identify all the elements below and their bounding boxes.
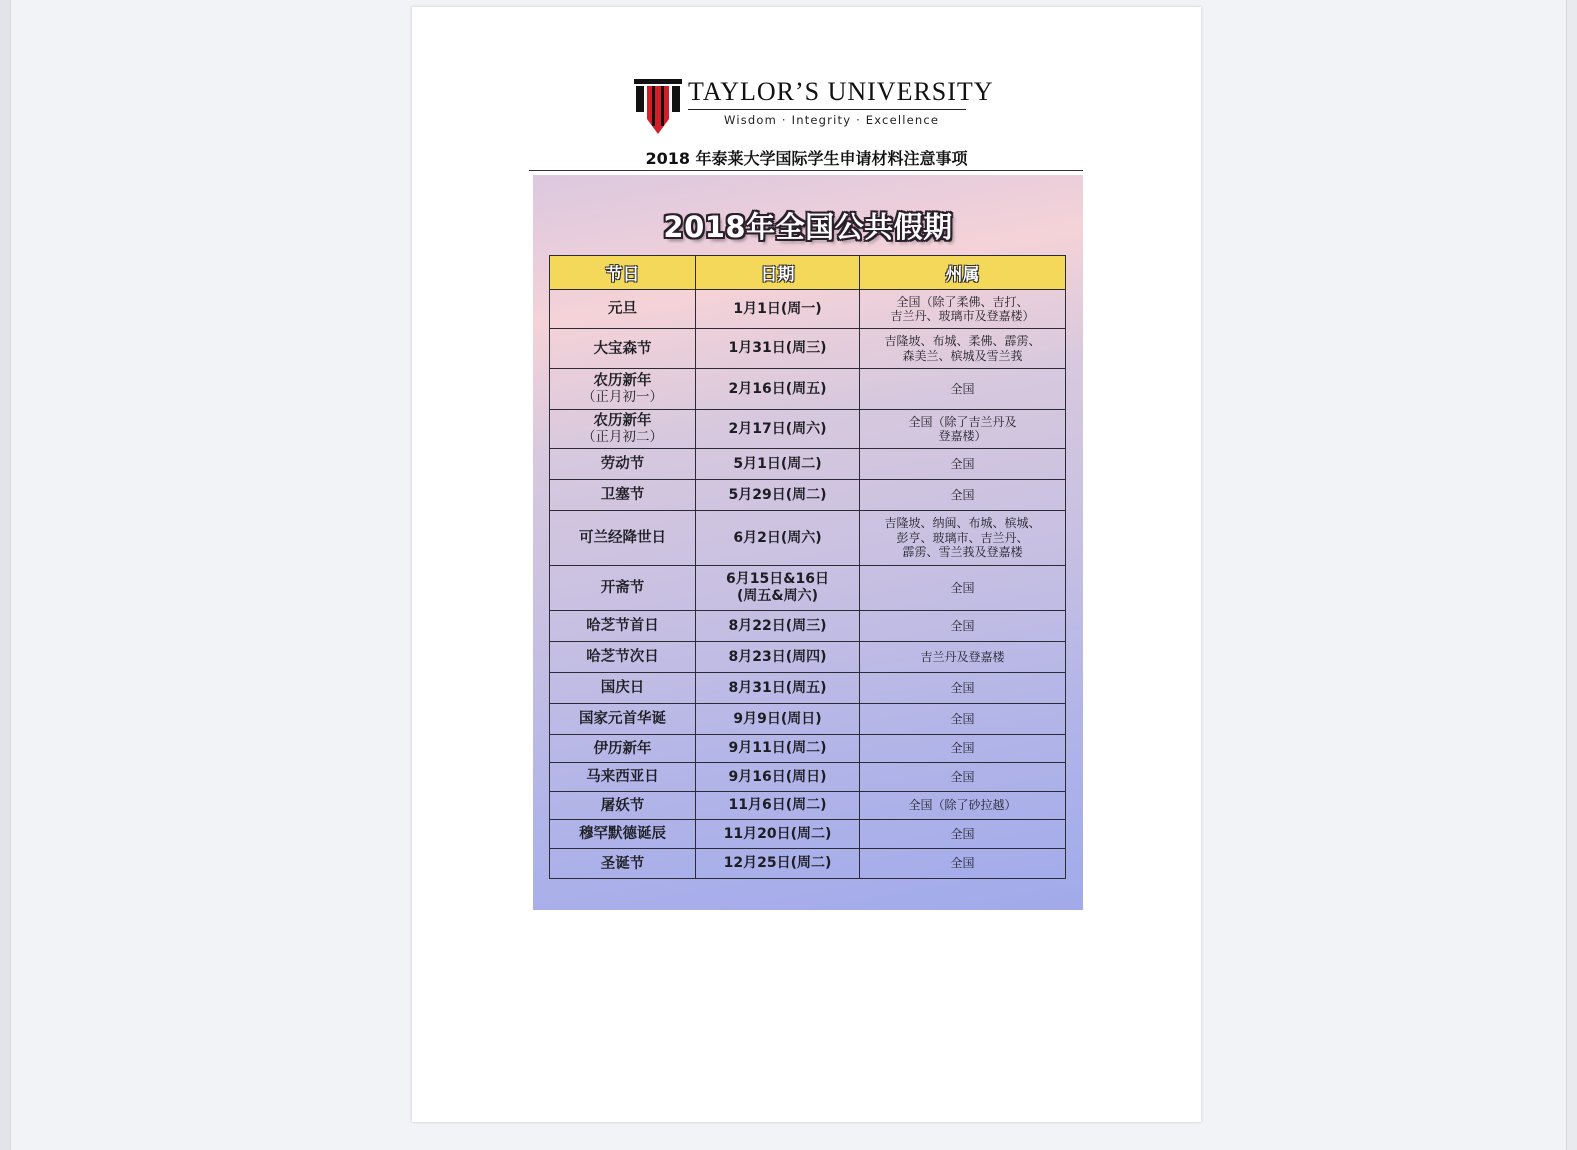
holiday-date-cell bbox=[696, 290, 860, 329]
holiday-date-line: 6月15日&16日 bbox=[726, 571, 829, 587]
holiday-name-cell bbox=[550, 763, 696, 792]
holiday-state-cell bbox=[860, 290, 1066, 329]
holiday-state-cell bbox=[860, 849, 1066, 879]
table-row bbox=[550, 329, 1066, 369]
table-row bbox=[550, 566, 1066, 611]
holiday-name-line: 农历新年 bbox=[593, 413, 652, 429]
holiday-date-line: 11月6日(周二) bbox=[728, 797, 827, 813]
table-row bbox=[550, 735, 1066, 763]
holiday-date-cell bbox=[696, 820, 860, 849]
document-page bbox=[412, 7, 1201, 1122]
holiday-state-line: 霹雳、雪兰莪及登嘉楼 bbox=[902, 545, 1023, 560]
holiday-name-cell bbox=[550, 642, 696, 673]
holiday-state-line: 全国 bbox=[950, 711, 975, 726]
holiday-date-line: 6月2日(周六) bbox=[733, 529, 822, 546]
holiday-date-line: 12月25日(周二) bbox=[723, 855, 832, 871]
holiday-date-cell bbox=[696, 642, 860, 673]
holiday-name-cell bbox=[550, 449, 696, 480]
table-row bbox=[550, 369, 1066, 410]
holiday-date-cell bbox=[696, 449, 860, 480]
holiday-name-line: 元旦 bbox=[608, 301, 637, 317]
holiday-name-line: 穆罕默德诞辰 bbox=[579, 826, 666, 842]
table-row bbox=[550, 673, 1066, 704]
table-row bbox=[550, 410, 1066, 449]
holiday-name-cell bbox=[550, 673, 696, 704]
holiday-state-cell bbox=[860, 329, 1066, 369]
holiday-state-line: 登嘉楼） bbox=[938, 429, 987, 443]
header-state: 州属 bbox=[860, 256, 1066, 290]
holiday-state-cell bbox=[860, 673, 1066, 704]
holiday-name-line: 可兰经降世日 bbox=[579, 530, 666, 546]
holiday-name-line: 开斋节 bbox=[600, 580, 645, 596]
holiday-name-cell bbox=[550, 410, 696, 449]
holiday-name-cell bbox=[550, 792, 696, 820]
table-row bbox=[550, 611, 1066, 642]
holiday-date-line: 2月16日(周五) bbox=[728, 380, 827, 397]
holiday-state-cell bbox=[860, 792, 1066, 820]
holiday-state-cell bbox=[860, 820, 1066, 849]
holiday-name-line: 圣诞节 bbox=[600, 855, 645, 872]
holiday-state-line: 全国 bbox=[950, 741, 975, 756]
holiday-date-cell bbox=[696, 329, 860, 369]
holiday-date-cell bbox=[696, 763, 860, 792]
holiday-date-line: 5月1日(周二) bbox=[733, 455, 822, 472]
holiday-name-cell bbox=[550, 290, 696, 329]
header-holiday: 节日 bbox=[550, 256, 696, 290]
holiday-state-cell bbox=[860, 566, 1066, 611]
table-row bbox=[550, 449, 1066, 480]
holiday-date-line: 9月11日(周二) bbox=[728, 740, 827, 756]
holiday-state-line: 全国（除了砂拉越） bbox=[908, 798, 1017, 813]
holiday-name-line: 劳动节 bbox=[600, 456, 645, 472]
poster-title: 2018年全国公共假期 bbox=[663, 210, 953, 244]
table-row bbox=[550, 511, 1066, 566]
holiday-name-line: （正月初二） bbox=[582, 429, 663, 445]
holiday-state-line: 全国 bbox=[950, 580, 975, 595]
holiday-name-line: 国家元首华诞 bbox=[579, 711, 666, 727]
holiday-state-cell bbox=[860, 369, 1066, 410]
table-row bbox=[550, 849, 1066, 879]
holiday-table bbox=[549, 255, 1066, 879]
holiday-date-cell bbox=[696, 511, 860, 566]
holiday-state-line: 全国（除了柔佛、吉打、 bbox=[896, 294, 1029, 309]
holiday-state-line: 全国 bbox=[950, 769, 975, 784]
university-name: TAYLOR’S UNIVERSITY bbox=[688, 77, 994, 106]
holiday-state-line: 全国 bbox=[950, 826, 975, 841]
holiday-date-cell bbox=[696, 704, 860, 735]
holiday-name-line: 大宝森节 bbox=[593, 340, 652, 357]
holiday-state-line: 彭亨、玻璃市、吉兰丹、 bbox=[896, 530, 1029, 545]
holiday-state-line: 全国 bbox=[950, 381, 975, 396]
holiday-state-line: 吉兰丹及登嘉楼 bbox=[920, 649, 1005, 664]
holiday-date-cell bbox=[696, 673, 860, 704]
viewer-left-gutter bbox=[0, 0, 11, 1150]
holiday-name-cell bbox=[550, 480, 696, 511]
holiday-state-cell bbox=[860, 735, 1066, 763]
table-row bbox=[550, 290, 1066, 329]
university-tagline: Wisdom · Integrity · Excellence bbox=[724, 113, 940, 127]
holiday-date-line: 8月22日(周三) bbox=[728, 617, 827, 634]
holiday-name-cell bbox=[550, 820, 696, 849]
table-header-row bbox=[550, 256, 1066, 290]
table-row bbox=[550, 642, 1066, 673]
holiday-state-cell bbox=[860, 410, 1066, 449]
table-row bbox=[550, 792, 1066, 820]
holiday-name-cell bbox=[550, 735, 696, 763]
holiday-name-line: 国庆日 bbox=[600, 680, 645, 696]
holiday-date-line: (周五&周六) bbox=[736, 588, 818, 604]
holiday-name-line: 卫塞节 bbox=[600, 487, 645, 503]
holiday-name-line: 哈芝节首日 bbox=[586, 618, 659, 634]
holiday-name-line: （正月初一） bbox=[582, 389, 663, 405]
holiday-date-cell bbox=[696, 480, 860, 511]
holiday-state-line: 全国 bbox=[950, 856, 975, 871]
holiday-state-line: 全国 bbox=[950, 680, 975, 695]
university-logo bbox=[634, 77, 994, 137]
header-date: 日期 bbox=[696, 256, 860, 290]
holiday-state-line: 吉兰丹、玻璃市及登嘉楼） bbox=[890, 309, 1035, 323]
holiday-state-cell bbox=[860, 511, 1066, 566]
holiday-name-cell bbox=[550, 511, 696, 566]
holiday-state-line: 吉隆坡、纳闽、布城、槟城、 bbox=[884, 516, 1041, 531]
holiday-name-cell bbox=[550, 329, 696, 369]
holiday-date-cell bbox=[696, 849, 860, 879]
table-row bbox=[550, 704, 1066, 735]
holiday-date-cell bbox=[696, 792, 860, 820]
holiday-date-line: 5月29日(周二) bbox=[728, 486, 827, 503]
holiday-state-line: 森美兰、槟城及雪兰莪 bbox=[902, 348, 1023, 363]
title-underline bbox=[529, 170, 1083, 171]
holiday-state-line: 全国 bbox=[950, 456, 975, 471]
holiday-name-line: 伊历新年 bbox=[593, 740, 652, 757]
holiday-date-line: 1月1日(周一) bbox=[733, 300, 822, 317]
holiday-state-line: 全国 bbox=[950, 618, 975, 633]
holiday-name-cell bbox=[550, 611, 696, 642]
table-row bbox=[550, 763, 1066, 792]
holiday-name-line: 马来西亚日 bbox=[586, 769, 659, 785]
document-title: 2018 年泰莱大学国际学生申请材料注意事项 bbox=[645, 149, 968, 168]
holiday-date-line: 9月9日(周日) bbox=[733, 710, 822, 727]
university-crest-icon bbox=[634, 79, 682, 135]
holiday-state-cell bbox=[860, 642, 1066, 673]
holiday-name-line: 哈芝节次日 bbox=[586, 649, 659, 665]
table-row bbox=[550, 480, 1066, 511]
holiday-name-line: 屠妖节 bbox=[600, 797, 645, 814]
holiday-state-cell bbox=[860, 480, 1066, 511]
holiday-date-cell bbox=[696, 369, 860, 410]
holiday-date-cell bbox=[696, 611, 860, 642]
holiday-state-cell bbox=[860, 449, 1066, 480]
holiday-name-line: 农历新年 bbox=[593, 373, 652, 389]
table-row bbox=[550, 820, 1066, 849]
holiday-name-cell bbox=[550, 369, 696, 410]
logo-divider bbox=[688, 109, 966, 110]
holiday-date-cell bbox=[696, 566, 860, 611]
holiday-name-cell bbox=[550, 566, 696, 611]
holiday-date-line: 8月31日(周五) bbox=[728, 679, 827, 696]
holiday-date-line: 11月20日(周二) bbox=[723, 825, 832, 842]
holiday-state-cell bbox=[860, 611, 1066, 642]
holiday-state-cell bbox=[860, 763, 1066, 792]
holiday-date-line: 2月17日(周六) bbox=[728, 420, 827, 437]
holiday-poster-image bbox=[533, 175, 1083, 910]
holiday-name-cell bbox=[550, 704, 696, 735]
holiday-state-line: 全国（除了吉兰丹及 bbox=[908, 414, 1017, 429]
viewer-scrollbar[interactable] bbox=[1566, 0, 1577, 1150]
holiday-state-line: 全国 bbox=[950, 487, 975, 502]
holiday-date-cell bbox=[696, 735, 860, 763]
holiday-date-line: 8月23日(周四) bbox=[728, 648, 827, 665]
holiday-date-cell bbox=[696, 410, 860, 449]
holiday-name-cell bbox=[550, 849, 696, 879]
holiday-state-cell bbox=[860, 704, 1066, 735]
holiday-date-line: 1月31日(周三) bbox=[728, 340, 827, 356]
holiday-date-line: 9月16日(周日) bbox=[728, 768, 827, 785]
holiday-state-line: 吉隆坡、布城、柔佛、霹雳、 bbox=[884, 334, 1041, 348]
